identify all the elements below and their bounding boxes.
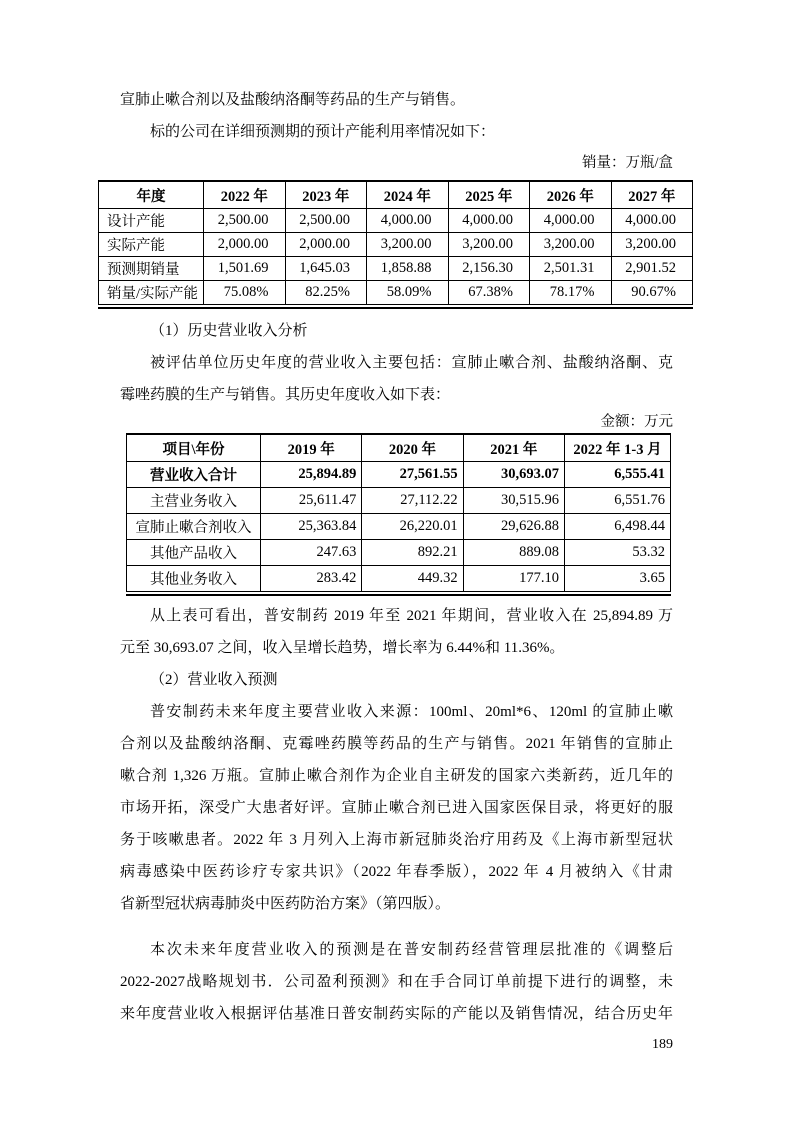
- cell-value: 3,200.00: [611, 233, 693, 257]
- cell-value: 90.67%: [611, 281, 693, 305]
- paragraph-line: 普安制药未来年度主要营业收入来源：100ml、20ml*6、120ml 的宣肺止嗽: [150, 704, 673, 720]
- cell-value: 449.32: [362, 566, 463, 592]
- cell-value: 30,515.96: [463, 488, 564, 514]
- paragraph-line: 来年度营业收入根据评估基准日普安制药实际的产能以及销售情况，结合历史年: [120, 1006, 673, 1022]
- table-unit-note: 销量：万瓶/盒: [581, 155, 673, 171]
- cell-value: 892.21: [362, 540, 463, 566]
- row-label: 其他业务收入: [127, 566, 261, 592]
- paragraph-line: 被评估单位历史年度的营业收入主要包括：宣肺止嗽合剂、盐酸纳洛酮、克: [150, 355, 673, 371]
- cell-value: 4,000.00: [530, 209, 612, 233]
- cell-value: 26,220.01: [362, 514, 463, 540]
- column-header: 2026 年: [530, 181, 612, 209]
- column-header: 2024 年: [367, 181, 449, 209]
- cell-value: 25,894.89: [261, 462, 362, 488]
- header-row: [127, 434, 671, 462]
- row-label: 销量/实际产能: [99, 281, 204, 305]
- paragraph-line: 2022-2027战略规划书．公司盈利预测》和在手合同订单前提下进行的调整，未: [120, 974, 673, 990]
- cell-value: 2,901.52: [611, 257, 693, 281]
- row-label: 营业收入合计: [127, 462, 261, 488]
- table-unit-note: 金额：万元: [600, 414, 673, 430]
- column-header: 2023 年: [285, 181, 367, 209]
- paragraph-line: 霉唑药膜的生产与销售。其历史年度收入如下表：: [120, 387, 451, 403]
- historical-revenue-table-wrap: [126, 433, 671, 596]
- cell-value: 2,501.31: [530, 257, 612, 281]
- row-label: 设计产能: [99, 209, 204, 233]
- cell-value: 6,498.44: [565, 514, 671, 540]
- cell-value: 2,156.30: [448, 257, 530, 281]
- cell-value: 53.32: [565, 540, 671, 566]
- cell-value: 247.63: [261, 540, 362, 566]
- cell-value: 29,626.88: [463, 514, 564, 540]
- cell-value: 58.09%: [367, 281, 449, 305]
- paragraph-line: 标的公司在详细预测期的预计产能利用率情况如下：: [150, 124, 496, 140]
- column-header: 年度: [99, 181, 204, 209]
- column-header: 2025 年: [448, 181, 530, 209]
- cell-value: 2,000.00: [204, 233, 286, 257]
- paragraph-line: 合剂以及盐酸纳洛酮、克霉唑药膜等药品的生产与销售。2021 年销售的宣肺止: [120, 736, 673, 752]
- cell-value: 1,501.69: [204, 257, 286, 281]
- paragraph-line: 元至 30,693.07 之间，收入呈增长趋势，增长率为 6.44%和 11.36%。: [120, 640, 565, 656]
- table-row: [127, 488, 671, 514]
- cell-value: 25,611.47: [261, 488, 362, 514]
- cell-value: 75.08%: [204, 281, 286, 305]
- column-header: 2021 年: [463, 434, 564, 462]
- paragraph-line: 从上表可看出，普安制药 2019 年至 2021 年期间，营业收入在 25,894.89 万: [150, 608, 673, 624]
- cell-value: 2,000.00: [285, 233, 367, 257]
- paragraph-line: 市场开拓，深受广大患者好评。宣肺止嗽合剂已进入国家医保目录，将更好的服: [120, 800, 673, 816]
- row-label: 其他产品收入: [127, 540, 261, 566]
- column-header: 2022 年: [204, 181, 286, 209]
- column-header: 2019 年: [261, 434, 362, 462]
- section-heading: （1）历史营业收入分析: [150, 323, 308, 339]
- row-label: 预测期销量: [99, 257, 204, 281]
- capacity-utilization-table-wrap: [98, 180, 693, 309]
- cell-value: 30,693.07: [463, 462, 564, 488]
- cell-value: 27,561.55: [362, 462, 463, 488]
- capacity-utilization-table: [98, 180, 693, 305]
- table-row: [127, 566, 671, 592]
- cell-value: 6,551.76: [565, 488, 671, 514]
- table-row: [99, 281, 693, 305]
- table-row: [127, 540, 671, 566]
- cell-value: 2,500.00: [285, 209, 367, 233]
- column-header: 2022 年 1-3 月: [565, 434, 671, 462]
- cell-value: 3,200.00: [530, 233, 612, 257]
- paragraph-line: 省新型冠状病毒肺炎中医药防治方案》（第四版）。: [120, 896, 451, 912]
- cell-value: 283.42: [261, 566, 362, 592]
- column-header: 项目\年份: [127, 434, 261, 462]
- page-body: [107, 84, 676, 1030]
- cell-value: 25,363.84: [261, 514, 362, 540]
- cell-value: 3.65: [565, 566, 671, 592]
- cell-value: 889.08: [463, 540, 564, 566]
- cell-value: 3,200.00: [448, 233, 530, 257]
- cell-value: 4,000.00: [448, 209, 530, 233]
- paragraph-line: 病毒感染中医药诊疗专家共识》（2022 年春季版），2022 年 4 月被纳入《甘肃: [120, 864, 673, 880]
- table-row: [127, 462, 671, 488]
- cell-value: 1,645.03: [285, 257, 367, 281]
- column-header: 2020 年: [362, 434, 463, 462]
- cell-value: 1,858.88: [367, 257, 449, 281]
- cell-value: 27,112.22: [362, 488, 463, 514]
- cell-value: 3,200.00: [367, 233, 449, 257]
- column-header: 2027 年: [611, 181, 693, 209]
- paragraph-line: 务于咳嗽患者。2022 年 3 月列入上海市新冠肺炎治疗用药及《上海市新型冠状: [120, 832, 673, 848]
- cell-value: 82.25%: [285, 281, 367, 305]
- section-heading: （2）营业收入预测: [150, 672, 278, 688]
- cell-value: 4,000.00: [367, 209, 449, 233]
- cell-value: 177.10: [463, 566, 564, 592]
- header-row: [99, 181, 693, 209]
- paragraph-line: 嗽合剂 1,326 万瓶。宣肺止嗽合剂作为企业自主研发的国家六类新药，近几年的: [120, 768, 673, 784]
- cell-value: 2,500.00: [204, 209, 286, 233]
- cell-value: 4,000.00: [611, 209, 693, 233]
- paragraph-line: 宣肺止嗽合剂以及盐酸纳洛酮等药品的生产与销售。: [120, 92, 466, 108]
- row-label: 实际产能: [99, 233, 204, 257]
- historical-revenue-table: [126, 433, 671, 592]
- table-row: [99, 209, 693, 233]
- row-label: 宣肺止嗽合剂收入: [127, 514, 261, 540]
- table-row: [99, 257, 693, 281]
- cell-value: 6,555.41: [565, 462, 671, 488]
- cell-value: 67.38%: [448, 281, 530, 305]
- paragraph-line: 本次未来年度营业收入的预测是在普安制药经营管理层批准的《调整后: [150, 942, 673, 958]
- page-number: 189: [652, 1037, 673, 1052]
- row-label: 主营业务收入: [127, 488, 261, 514]
- table-row: [99, 233, 693, 257]
- cell-value: 78.17%: [530, 281, 612, 305]
- table-row: [127, 514, 671, 540]
